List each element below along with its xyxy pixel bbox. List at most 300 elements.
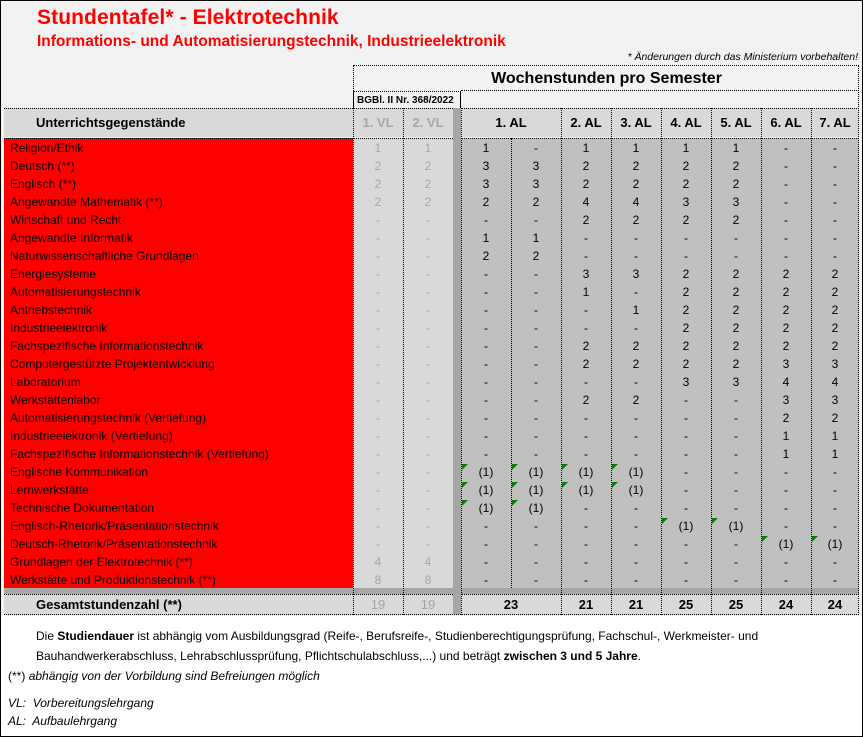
hours-cell: 1: [732, 141, 740, 155]
hours-cell: 3: [782, 357, 790, 371]
hours-cell: -: [484, 357, 488, 371]
table-row: [4, 409, 859, 427]
hours-cell: -: [484, 267, 488, 281]
note-bold-duration: Studiendauer: [57, 629, 135, 643]
table-row: [4, 193, 859, 211]
subject-name: Automatisierungstechnik (Vertiefung): [10, 411, 207, 425]
hours-cell: 4: [831, 375, 839, 389]
hours-cell: (1): [511, 481, 561, 499]
hours-cell: -: [484, 537, 488, 551]
note-text: .: [637, 649, 641, 663]
hours-cell: -: [426, 321, 430, 335]
hours-cell: -: [426, 339, 430, 353]
hours-cell: 3: [482, 177, 490, 191]
hours-cell: 2: [424, 159, 432, 173]
hours-cell: -: [684, 483, 688, 497]
hours-cell: -: [584, 375, 588, 389]
hours-cell: -: [484, 285, 488, 299]
hours-cell: 2: [682, 285, 690, 299]
hours-cell: -: [684, 501, 688, 515]
hours-cell: 2: [582, 393, 590, 407]
table-row: [4, 373, 859, 391]
total-1-al: 23: [503, 597, 519, 612]
hours-cell: -: [484, 447, 488, 461]
hours-cell: -: [534, 267, 538, 281]
hours-cell: 1: [482, 141, 490, 155]
hours-cell: 2: [732, 285, 740, 299]
hours-cell: 1: [782, 447, 790, 461]
hours-cell: -: [484, 573, 488, 587]
hours-cell: -: [734, 537, 738, 551]
legend-abbr: VL:: [8, 696, 27, 710]
subject-name: Deutsch (**): [10, 159, 75, 173]
hours-cell: -: [833, 501, 837, 515]
subject-name: Deutsch-Rhetorik/Präsentationstechnik: [10, 537, 218, 551]
hours-cell: 4: [632, 195, 640, 209]
hours-cell: 2: [831, 267, 839, 281]
legend-meaning: Aufbaulehrgang: [32, 714, 117, 728]
hours-cell: -: [426, 267, 430, 281]
table-row: [4, 391, 859, 409]
hours-cell: -: [484, 375, 488, 389]
hours-cell: -: [376, 249, 380, 263]
hours-cell: -: [634, 555, 638, 569]
hours-cell: (1): [711, 517, 761, 535]
hours-cell: 2: [582, 159, 590, 173]
table-row: [4, 157, 859, 175]
hours-cell: -: [534, 447, 538, 461]
subject-name: Englisch (**): [10, 177, 77, 191]
table-row: [4, 571, 859, 589]
hours-cell: -: [584, 321, 588, 335]
hours-cell: -: [684, 573, 688, 587]
hours-cell: -: [534, 537, 538, 551]
hours-cell: -: [426, 375, 430, 389]
hours-cell: -: [426, 537, 430, 551]
hours-cell: 4: [782, 375, 790, 389]
table-row: [4, 247, 859, 265]
hours-cell: 3: [682, 375, 690, 389]
hours-cell: -: [684, 555, 688, 569]
hours-cell: 2: [782, 411, 790, 425]
total-5-al: 25: [728, 597, 744, 612]
hours-cell: 2: [732, 159, 740, 173]
hours-cell: -: [426, 213, 430, 227]
hours-cell: -: [634, 321, 638, 335]
hours-cell: -: [426, 501, 430, 515]
subject-name: Fachspezifische Informationstechnik: [10, 339, 204, 353]
hours-cell: -: [484, 303, 488, 317]
hours-cell: -: [534, 429, 538, 443]
hours-cell: -: [833, 555, 837, 569]
hours-cell: -: [584, 519, 588, 533]
subject-name: Energiesysteme: [10, 267, 97, 281]
legend-meaning: Vorbereitungslehrgang: [32, 696, 154, 710]
hours-cell: 2: [732, 177, 740, 191]
hours-cell: -: [634, 231, 638, 245]
hours-cell: -: [684, 249, 688, 263]
hours-cell: (1): [461, 499, 511, 517]
hours-cell: -: [534, 303, 538, 317]
subject-name: Fachspezifische Informationstechnik (Vertiefung): [10, 447, 269, 461]
hours-cell: -: [784, 177, 788, 191]
subject-name: Industrieelektronik: [10, 321, 108, 335]
subject-name: Automatisierungstechnik: [10, 285, 141, 299]
hours-cell: 3: [482, 159, 490, 173]
hours-cell: 2: [632, 213, 640, 227]
subject-name: Technische Dokumentation: [10, 501, 155, 515]
hours-cell: (1): [561, 481, 611, 499]
hours-cell: -: [734, 573, 738, 587]
hours-cell: -: [784, 231, 788, 245]
hours-cell: 1: [831, 447, 839, 461]
col-header-4-al: 4. AL: [670, 115, 702, 130]
table-row: [4, 319, 859, 337]
hours-cell: -: [634, 537, 638, 551]
note-text: ist abhängig vom Ausbildungsgrad (Reife-, Berufsreife-, Studienberechtigungsprüfung, Fachschul-, Werkmeister- und Bauhandwerkerabschluss, Lehrabschlussprüfung, Pflichtschulabschluss,...) und beträgt: [36, 629, 759, 663]
subject-name: Religion/Ethik: [10, 141, 84, 155]
hours-cell: 2: [732, 267, 740, 281]
hours-cell: -: [634, 519, 638, 533]
hours-cell: -: [734, 465, 738, 479]
hours-cell: -: [534, 357, 538, 371]
hours-cell: -: [684, 411, 688, 425]
subject-name: Industrieelektronik (Vertiefung): [10, 429, 173, 443]
hours-cell: -: [484, 519, 488, 533]
legend-al: [8, 714, 117, 728]
hours-cell: 1: [532, 231, 540, 245]
hours-cell: -: [584, 429, 588, 443]
hours-cell: -: [426, 429, 430, 443]
study-duration-note: [36, 626, 836, 666]
total-6-al: 24: [778, 597, 794, 612]
table-row: [4, 283, 859, 301]
law-reference: BGBl. II Nr. 368/2022: [353, 91, 461, 108]
hours-cell: 2: [732, 213, 740, 227]
hours-cell: -: [376, 357, 380, 371]
table-row: [4, 139, 859, 157]
col-header-1-al: 1. AL: [495, 115, 527, 130]
table-row: [4, 517, 859, 535]
hours-cell: 1: [374, 141, 382, 155]
total-2-al: 21: [578, 597, 594, 612]
hours-cell: -: [534, 411, 538, 425]
hours-cell: (1): [611, 481, 661, 499]
hours-cell: -: [376, 321, 380, 335]
note-text: Die: [36, 629, 58, 643]
hours-cell: 2: [782, 303, 790, 317]
hours-cell: -: [734, 501, 738, 515]
hours-cell: -: [534, 285, 538, 299]
hours-cell: 2: [632, 339, 640, 353]
hours-cell: 2: [682, 339, 690, 353]
hours-cell: -: [833, 141, 837, 155]
hours-cell: -: [734, 555, 738, 569]
hours-cell: -: [634, 249, 638, 263]
hours-cell: -: [534, 141, 538, 155]
table-row: [4, 535, 859, 553]
legend-abbr: AL:: [8, 714, 27, 728]
hours-cell: -: [584, 411, 588, 425]
hours-cell: 1: [632, 141, 640, 155]
hours-cell: (1): [511, 463, 561, 481]
hours-cell: -: [484, 429, 488, 443]
hours-cell: -: [584, 249, 588, 263]
hours-cell: -: [684, 393, 688, 407]
hours-cell: 3: [732, 375, 740, 389]
hours-cell: 3: [632, 267, 640, 281]
hours-cell: -: [833, 195, 837, 209]
hours-cell: -: [376, 285, 380, 299]
col-header-3-al: 3. AL: [620, 115, 652, 130]
hours-cell: -: [734, 447, 738, 461]
hours-cell: -: [684, 465, 688, 479]
disclaimer-note: * Änderungen durch das Ministerium vorbehalten!: [627, 51, 858, 63]
hours-cell: -: [634, 285, 638, 299]
hours-cell: -: [784, 555, 788, 569]
subject-name: Wirtschaft und Recht: [10, 213, 122, 227]
hours-cell: -: [684, 447, 688, 461]
hours-cell: -: [426, 465, 430, 479]
hours-cell: 2: [424, 195, 432, 209]
hours-cell: -: [584, 231, 588, 245]
total-label: Gesamtstundenzahl (**): [36, 597, 182, 612]
hours-cell: 2: [374, 195, 382, 209]
hours-cell: 2: [732, 321, 740, 335]
hours-cell: (1): [511, 499, 561, 517]
hours-cell: -: [376, 267, 380, 281]
hours-cell: -: [833, 483, 837, 497]
subject-name: Englisch-Rhetorik/Präsentationstechnik: [10, 519, 219, 533]
table-row: [4, 301, 859, 319]
table-row: [4, 211, 859, 229]
page-title: Stundentafel* - Elektrotechnik: [37, 6, 339, 29]
subject-name: Laboratorium: [10, 375, 81, 389]
hours-cell: (1): [461, 463, 511, 481]
hours-cell: (1): [611, 463, 661, 481]
hours-cell: -: [376, 447, 380, 461]
hours-cell: -: [376, 303, 380, 317]
col-header-2-al: 2. AL: [570, 115, 602, 130]
col-header-1-vl: 1. VL: [362, 115, 394, 130]
hours-cell: -: [634, 375, 638, 389]
table-row: [4, 463, 859, 481]
hours-cell: -: [734, 249, 738, 263]
hours-cell: 2: [632, 159, 640, 173]
hours-cell: -: [833, 213, 837, 227]
hours-cell: -: [376, 339, 380, 353]
hours-cell: 2: [682, 321, 690, 335]
subject-name: Antriebstechnik: [10, 303, 93, 317]
subject-name: Computergestützte Projektentwicklung: [10, 357, 215, 371]
hours-cell: 2: [831, 303, 839, 317]
col-header-6-al: 6. AL: [770, 115, 802, 130]
table-row: [4, 337, 859, 355]
hours-cell: 1: [582, 285, 590, 299]
hours-cell: -: [426, 447, 430, 461]
subject-name: Angewandte Mathematik (**): [10, 195, 163, 209]
hours-cell: 3: [532, 177, 540, 191]
hours-cell: -: [634, 411, 638, 425]
hours-cell: 3: [532, 159, 540, 173]
hours-cell: 2: [582, 339, 590, 353]
table-row: [4, 553, 859, 571]
subject-name: Naturwissenschaftliche Grundlagen: [10, 249, 199, 263]
hours-cell: 2: [782, 339, 790, 353]
hours-cell: -: [484, 393, 488, 407]
hours-cell: 8: [374, 573, 382, 587]
hours-cell: -: [484, 213, 488, 227]
hours-cell: -: [376, 393, 380, 407]
table-row: [4, 499, 859, 517]
hours-cell: -: [833, 465, 837, 479]
hours-cell: -: [734, 393, 738, 407]
hours-cell: 2: [682, 159, 690, 173]
hours-cell: 1: [831, 429, 839, 443]
hours-cell: 2: [424, 177, 432, 191]
hours-cell: -: [734, 483, 738, 497]
table-row: [4, 481, 859, 499]
hours-cell: -: [584, 573, 588, 587]
hours-cell: -: [584, 537, 588, 551]
hours-cell: -: [833, 519, 837, 533]
hours-cell: -: [684, 231, 688, 245]
hours-cell: -: [534, 375, 538, 389]
subject-name: Lernwerkstätte: [10, 483, 89, 497]
hours-cell: -: [534, 393, 538, 407]
hours-cell: -: [833, 573, 837, 587]
total-4-al: 25: [678, 597, 694, 612]
hours-cell: 2: [831, 285, 839, 299]
hours-cell: -: [634, 573, 638, 587]
hours-cell: -: [484, 555, 488, 569]
hours-cell: -: [376, 483, 380, 497]
hours-cell: -: [376, 519, 380, 533]
hours-cell: 1: [582, 141, 590, 155]
hours-cell: (1): [461, 481, 511, 499]
hours-cell: 3: [732, 195, 740, 209]
hours-cell: 2: [732, 339, 740, 353]
hours-cell: 1: [682, 141, 690, 155]
hours-cell: 2: [782, 267, 790, 281]
hours-cell: 1: [782, 429, 790, 443]
hours-cell: -: [833, 231, 837, 245]
hours-cell: -: [376, 429, 380, 443]
total-7-al: 24: [827, 597, 843, 612]
hours-cell: 2: [831, 339, 839, 353]
table-row: [4, 229, 859, 247]
hours-cell: 2: [374, 177, 382, 191]
hours-cell: -: [734, 411, 738, 425]
hours-cell: -: [484, 321, 488, 335]
hours-cell: -: [734, 429, 738, 443]
hours-cell: 2: [374, 159, 382, 173]
table-row: [4, 175, 859, 193]
hours-cell: (1): [761, 535, 811, 553]
col-header-2-vl: 2. VL: [412, 115, 444, 130]
hours-cell: -: [426, 483, 430, 497]
table-row: [4, 355, 859, 373]
hours-cell: 2: [582, 177, 590, 191]
table-row: [4, 427, 859, 445]
hours-cell: -: [634, 501, 638, 515]
hours-cell: -: [784, 249, 788, 263]
hours-cell: -: [534, 339, 538, 353]
hours-cell: 2: [582, 213, 590, 227]
hours-cell: 1: [632, 303, 640, 317]
hours-cell: -: [833, 159, 837, 173]
hours-cell: -: [684, 537, 688, 551]
subject-name: Englische Kommunikation: [10, 465, 149, 479]
hours-cell: 2: [632, 357, 640, 371]
hours-cell: 2: [532, 249, 540, 263]
hours-cell: -: [376, 411, 380, 425]
hours-cell: 2: [682, 177, 690, 191]
total-1-vl: 19: [370, 597, 386, 612]
hours-cell: 2: [632, 393, 640, 407]
hours-cell: 3: [831, 393, 839, 407]
hours-cell: -: [426, 285, 430, 299]
hours-cell: 4: [582, 195, 590, 209]
subject-name: Angewandte Informatik: [10, 231, 133, 245]
hours-cell: -: [584, 501, 588, 515]
hours-cell: 2: [682, 357, 690, 371]
hours-cell: 2: [582, 357, 590, 371]
table-row: [4, 265, 859, 283]
hours-cell: 2: [732, 357, 740, 371]
hours-cell: -: [634, 429, 638, 443]
total-2-vl: 19: [420, 597, 436, 612]
hours-cell: -: [534, 213, 538, 227]
hours-cell: -: [784, 213, 788, 227]
hours-cell: 2: [732, 303, 740, 317]
hours-cell: -: [426, 303, 430, 317]
hours-cell: 4: [424, 555, 432, 569]
hours-cell: -: [784, 465, 788, 479]
hours-cell: -: [784, 483, 788, 497]
hours-cell: -: [376, 213, 380, 227]
hours-cell: -: [584, 447, 588, 461]
hours-cell: -: [684, 429, 688, 443]
col-header-5-al: 5. AL: [720, 115, 752, 130]
hours-cell: 2: [682, 303, 690, 317]
hours-cell: -: [534, 321, 538, 335]
hours-cell: 1: [424, 141, 432, 155]
hours-cell: -: [784, 195, 788, 209]
hours-cell: -: [376, 465, 380, 479]
subject-column-header: Unterrichtsgegenstände: [36, 115, 186, 130]
hours-cell: -: [376, 537, 380, 551]
page-subtitle: Informations- und Automatisierungstechnik, Industrieelektronik: [37, 33, 506, 50]
hours-cell: 2: [482, 249, 490, 263]
hours-cell: -: [833, 249, 837, 263]
exemption-marker: (**): [8, 669, 26, 683]
hours-cell: (1): [661, 517, 711, 535]
hours-cell: -: [426, 249, 430, 263]
hours-cell: 2: [782, 321, 790, 335]
hours-cell: 2: [482, 195, 490, 209]
hours-cell: -: [426, 519, 430, 533]
hours-cell: 1: [482, 231, 490, 245]
hours-cell: -: [534, 555, 538, 569]
hours-cell: -: [784, 141, 788, 155]
hours-cell: 3: [582, 267, 590, 281]
hours-cell: (1): [561, 463, 611, 481]
hours-cell: 2: [632, 177, 640, 191]
hours-cell: 2: [831, 411, 839, 425]
hours-cell: 2: [682, 267, 690, 281]
hours-cell: 2: [831, 321, 839, 335]
